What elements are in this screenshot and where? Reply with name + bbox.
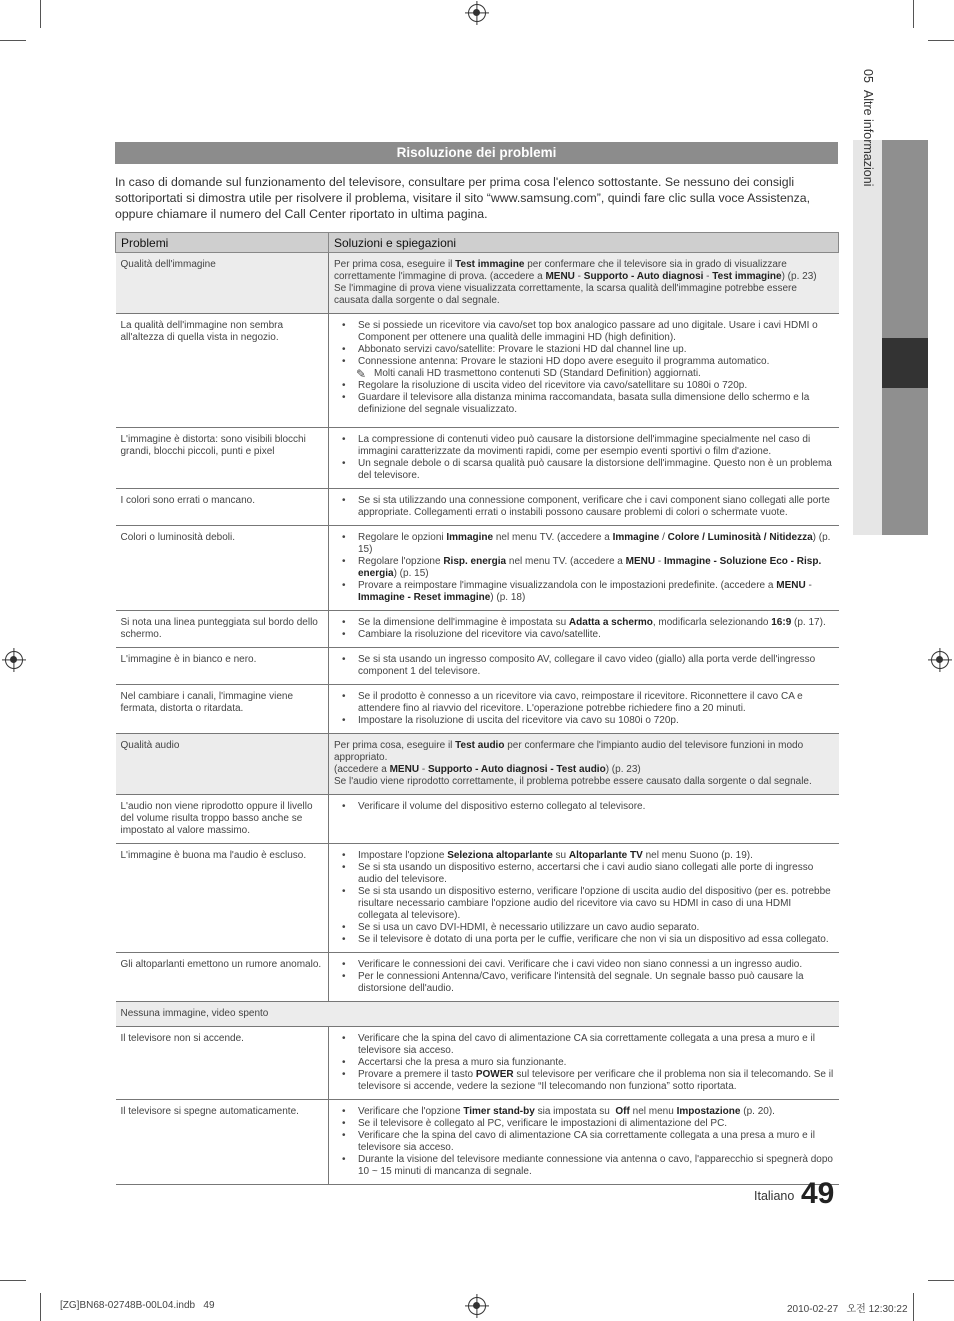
chapter-label — [861, 69, 875, 369]
crop-mark — [40, 0, 41, 28]
table-row: Si nota una linea punteggiata sul bordo dello schermo. • Se la dimensione dell'immagine è impostata su Adatta a schermo, modificarla selezionando 16:9 (p. 17). • Cambiare la risoluzione del ricevitore via cavo/satellite. — [116, 611, 839, 648]
table-row: Colori o luminosità deboli. • Regolare le opzioni Immagine nel menu TV. (accedere a Immagine / Colore / Luminosità / Nitidezza) (p. 15) • Regolare l'opzione Risp. energia nel menu TV. (accedere a MENU - Immagine - Soluzione Eco - Risp. energia) (p. 15) • Provare a reimpostare l'immagine visualizzandola con le impostazioni predefinite. (accedere a MENU - Immagine - Reset immagine) (p. 18) — [116, 526, 839, 611]
table-row: Il televisore si spegne automaticamente. • Verificare che l'opzione Timer stand-by sia impostata su Off nel menu Impostazione (p. 20). • Se il televisore è collegato al PC, verificare le impostazioni di alimentazione del PC. • Verificare che la spina del cavo di alimentazione CA sia correttamente collegata a una presa a muro e il televisore sia acceso. • Durante la visione del televisore mediante connessione via antenna o cavo, l'apparecchio si spegnerà dopo 10 ~ 15 minuti di mancanza di segnale. — [116, 1100, 839, 1185]
crop-mark — [913, 0, 914, 28]
section-title: Risoluzione dei problemi — [115, 142, 838, 164]
table-row: Nessuna immagine, video spento — [116, 1002, 839, 1027]
footer-file: [ZG]BN68-02748B-00L04.indb 49 — [60, 1300, 215, 1311]
crop-mark — [928, 40, 954, 41]
header-solutions: Soluzioni e spiegazioni — [329, 233, 839, 253]
intro-paragraph: In caso di domande sul funzionamento del televisore, consultare per prima cosa l'elenco sottostante. Se nessuno dei consigli sottoriportati si dimostra utile per risolvere il problema, visitare il sito “www.samsung.com”, quindi fare clic sulla voce Assistenza, oppure chiamare il numero del Call Center riportato in ultima pagina. — [115, 175, 811, 222]
header-problems: Problemi — [116, 233, 329, 253]
footer-date: 2010-02-27 오전 12:30:22 — [787, 1304, 908, 1315]
table-row: I colori sono errati o mancano. • Se si sta utilizzando una connessione component, verificare che i cavi component siano collegati alle porte appropriate. Collegamenti errati o instabili possono causare problemi di colori o schermate vuote. — [116, 489, 839, 526]
table-row: Gli altoparlanti emettono un rumore anomalo. • Verificare le connessioni dei cavi. Verificare che i cavi video non siano connessi a un ingresso audio. • Per le connessioni Antenna/Cavo, verificare l'intensità del segnale. Un segnale basso può causare la distorsione dell'audio. — [116, 953, 839, 1002]
page-number: 49 — [801, 1177, 835, 1210]
table-row: L'audio non viene riprodotto oppure il livello del volume risulta troppo basso anche se impostato al valore massimo. • Verificare il volume del dispositivo esterno collegato al televisore. — [116, 795, 839, 844]
registration-mark-icon — [468, 1297, 486, 1315]
table-row: Qualità audio Per prima cosa, eseguire il Test audio per confermare che l'impianto audio del televisore funzioni in modo appropriato. (accedere a MENU - Supporto - Auto diagnosi - Test audio) (p. 23) Se l'audio viene riprodotto correttamente, il problema potrebbe essere causato dalla sorgente o dal segnale. — [116, 734, 839, 795]
crop-mark — [913, 1293, 914, 1321]
page-language: Italiano — [754, 1189, 795, 1203]
crop-mark — [0, 1280, 26, 1281]
registration-mark-icon — [931, 651, 949, 669]
crop-mark — [40, 1293, 41, 1321]
crop-mark — [0, 40, 26, 41]
table-row: Qualità dell'immagine Per prima cosa, eseguire il Test immagine per confermare che il televisore sia in grado di visualizzare correttamente l'immagine di prova. (accedere a MENU - Supporto - Auto diagnosi - Test immagine) (p. 23) Se l'immagine di prova viene visualizzata correttamente, la scarsa qualità dell'immagine potrebbe essere causata dalla sorgente o dal segnale. — [116, 253, 839, 314]
table-row: Il televisore non si accende. • Verificare che la spina del cavo di alimentazione CA sia correttamente collegata a una presa a muro e il televisore sia acceso. • Accertarsi che la presa a muro sia funzionante. • Provare a premere il tasto POWER sul televisore per verificare che il problema non sia il telecomando. Se il televisore si accende, vedere la sezione “Il telecomando non funziona” sotto riportata. — [116, 1027, 839, 1100]
crop-mark — [928, 1280, 954, 1281]
table-row: L'immagine è buona ma l'audio è escluso. • Impostare l'opzione Seleziona altoparlante su Altoparlante TV nel menu Suono (p. 19). • Se si sta usando un dispositivo esterno, accertarsi che i cavi audio siano collegati alle porte di ingresso audio del televisore. • Se si sta usando un dispositivo esterno, verificare l'opzione di uscita audio del dispositivo (per es. potrebbe risultare necessario cambiare l'opzione audio del ricevitore via cavo su HDMI in caso di una HDMI collegata al televisore). • Se si usa un cavo DVI-HDMI, è necessario utilizzare un cavo audio separato. • Se il televisore è dotato di una porta per le cuffie, verificare che non vi sia un dispositivo ad essa collegato. — [116, 844, 839, 953]
chapter-title: Altre informazioni — [861, 89, 875, 187]
table-row: L'immagine è distorta: sono visibili blocchi grandi, blocchi piccoli, punti e pixel • La compressione di contenuti video può causare la distorsione dell'immagine specialmente nel caso di immagini caratterizzate da movimenti rapidi, come per esempio eventi sportivi o film d'azione. • Un segnale debole o di scarsa qualità può causare la distorsione dell'immagine. Questo non è un problema del televisore. — [116, 428, 839, 489]
registration-mark-icon — [5, 651, 23, 669]
troubleshooting-table — [115, 232, 839, 1185]
table-row: Nel cambiare i canali, l'immagine viene fermata, distorta o ritardata. • Se il prodotto è connesso a un ricevitore via cavo, reimpostare il ricevitore. Riconnettere il cavo CA e attendere fino al riavvio del ricevitore. L'operazione potrebbe richiedere fino a 20 minuti. • Impostare la risoluzione di uscita del ricevitore via cavo su 1080i o 720p. — [116, 685, 839, 734]
table-row: La qualità dell'immagine non sembra all'altezza di quella vista in negozio. • Se si possiede un ricevitore via cavo/set top box analogico passare ad uno digitale. Usare i cavi HDMI o Component per ottenere una qualità delle immagini HD (high definition). • Abbonato servizi cavo/satellite: Provare le stazioni HD dal channel line up. • Connessione antenna: Provare le stazioni HD dopo avere eseguito il programma automatico. ✎ Molti canali HD trasmettono contenuti SD (Standard Definition) aggiornati. • Regolare la risoluzione di uscita video del ricevitore via cavo/satellitare su 1080i o 720p. • Guardare il televisore alla distanza minima raccomandata, basata sulla dimensione dello schermo e la definizione del segnale visualizzato. — [116, 314, 839, 428]
chapter-number: 05 — [861, 69, 875, 83]
table-row: L'immagine è in bianco e nero. • Se si sta usando un ingresso composito AV, collegare il cavo video (giallo) alla porta verde dell'ingresso component 1 del televisore. — [116, 648, 839, 685]
registration-mark-icon — [468, 4, 486, 22]
